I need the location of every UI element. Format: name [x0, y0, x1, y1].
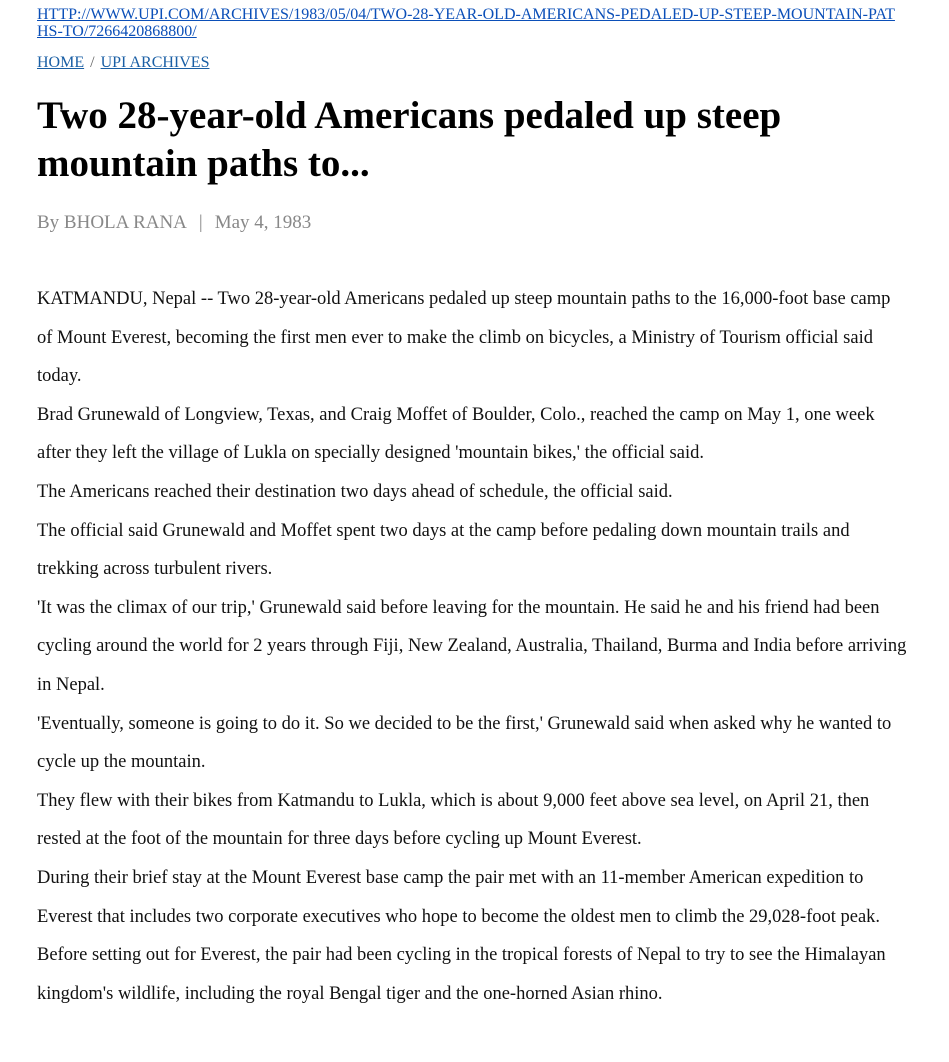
- breadcrumb-separator: /: [90, 54, 95, 71]
- breadcrumb-upi-archives-link[interactable]: UPI ARCHIVES: [100, 54, 210, 71]
- publish-date: May 4, 1983: [214, 212, 312, 233]
- byline-divider: |: [198, 212, 203, 233]
- article-headline: Two 28-year-old Americans pedaled up steep mountain paths to...: [37, 94, 782, 185]
- article-paragraph: 'Eventually, someone is going to do it. So we decided to be the first,' Grunewald said when asked why he wanted to cycle up the mountain.: [37, 713, 892, 773]
- article-paragraph: Brad Grunewald of Longview, Texas, and Craig Moffet of Boulder, Colo., reached the camp on May 1, one week after they left the village of Lukla on specially designed 'mountain bikes,' the official said.: [37, 404, 875, 464]
- source-url-link[interactable]: HTTP://WWW.UPI.COM/ARCHIVES/1983/05/04/TWO-28-YEAR-OLD-AMERICANS-PEDALED-UP-STEEP-MOUNTAIN-PATHS-TO/7266420868800/: [37, 6, 895, 40]
- breadcrumb-home-link[interactable]: HOME: [37, 54, 85, 71]
- breadcrumb: [37, 53, 909, 73]
- article-body: [37, 280, 909, 1013]
- article-paragraph: They flew with their bikes from Katmandu to Lukla, which is about 9,000 feet above sea level, on April 21, then rested at the foot of the mountain for three days before cycling up Mount Everest.: [37, 790, 870, 850]
- author-name: By BHOLA RANA: [37, 212, 187, 233]
- article-paragraph: Before setting out for Everest, the pair had been cycling in the tropical forests of Nepal to try to see the Himalayan kingdom's wildlife, including the royal Bengal tiger and the one-horned Asian rhino.: [37, 945, 886, 1004]
- article-paragraph: 'It was the climax of our trip,' Grunewald said before leaving for the mountain. He said he and his friend had been cycling around the world for 2 years through Fiji, New Zealand, Australia, Thailand, Burma and India before arriving in Nepal.: [37, 597, 907, 695]
- article-paragraph: The Americans reached their destination two days ahead of schedule, the official said.: [37, 481, 673, 502]
- byline: [37, 212, 909, 234]
- article-paragraph: KATMANDU, Nepal -- Two 28-year-old Americans pedaled up steep mountain paths to the 16,000-foot base camp of Mount Everest, becoming the first men ever to make the climb on bicycles, a Ministry of Tourism official said today.: [37, 289, 891, 387]
- article-paragraph: The official said Grunewald and Moffet spent two days at the camp before pedaling down mountain trails and trekking across turbulent rivers.: [37, 520, 850, 580]
- article-paragraph: During their brief stay at the Mount Everest base camp the pair met with an 11-member American expedition to Everest that includes two corporate executives who hope to become the oldest men to climb the 29,028-foot peak.: [37, 867, 881, 927]
